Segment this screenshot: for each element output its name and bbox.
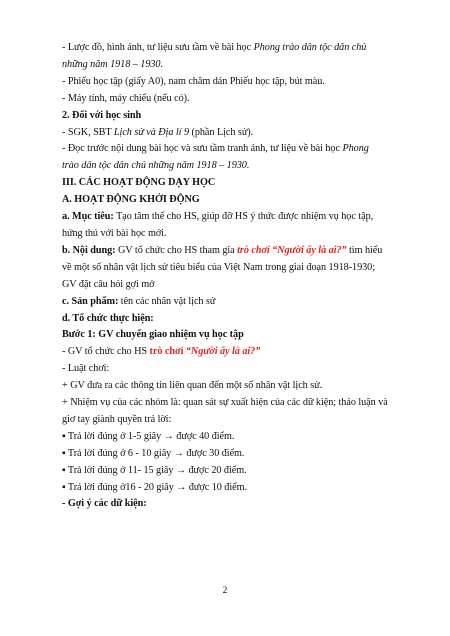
text-run: trò chơi “Người ấy là ai?”: [237, 244, 347, 256]
text-run: - Phiếu học tập (giấy A0), nam châm dán Phiếu học tập, bút màu.: [62, 75, 325, 87]
text-line: [62, 226, 408, 243]
text-run: Phong: [342, 143, 369, 155]
text-run: ▪ Trả lời đúng ở 1-5 giây → được 40 điểm.: [62, 430, 235, 442]
text-line: [62, 277, 408, 294]
text-run: b. Nội dung:: [62, 244, 116, 256]
text-run: A. HOẠT ĐỘNG KHỞI ĐỘNG: [62, 194, 200, 206]
text-run: những năm 1918 – 1930.: [62, 58, 163, 70]
text-line: [62, 192, 408, 209]
text-run: d. Tổ chức thực hiện:: [62, 312, 154, 324]
text-line: [62, 209, 408, 226]
text-line: [62, 412, 408, 429]
text-run: Bước 1: GV chuyển giao nhiệm vụ học tập: [62, 329, 244, 341]
text-run: về một số nhân vật lịch sử tiêu biểu của Việt Nam trong giai đoạn 1918-1930;: [62, 261, 375, 273]
text-run: - Đọc trước nội dung bài học và sưu tầm tranh ảnh, tư liệu về bài học: [62, 143, 343, 155]
text-line: [62, 344, 408, 361]
text-run: + GV đưa ra các thông tin liên quan đến một số nhân vật lịch sử.: [62, 380, 323, 392]
text-run: - Máy tính, máy chiếu (nếu có).: [62, 92, 190, 104]
text-run: ▪ Trả lời đúng ở 11- 15 giây → được 20 điểm.: [62, 464, 247, 476]
text-line: [62, 463, 408, 480]
text-line: [62, 395, 408, 412]
text-run: giơ tay giành quyền trả lời:: [62, 413, 172, 425]
text-line: [62, 125, 408, 142]
text-line: [62, 175, 408, 192]
text-run: ▪ Trả lời đúng ở16 - 20 giây → được 10 điểm.: [62, 481, 247, 493]
text-run: - SGK, SBT: [62, 126, 114, 138]
text-run: tìm hiểu: [346, 244, 383, 256]
text-run: + Nhiệm vụ của các nhóm là: quan sát sự xuất hiện của các dữ kiện; thảo luận và: [62, 397, 388, 409]
text-line: [62, 311, 408, 328]
text-line: [62, 74, 408, 91]
text-line: [62, 57, 408, 74]
text-run: 2. Đối với học sinh: [62, 109, 142, 121]
text-line: [62, 361, 408, 378]
page-number: 2: [222, 586, 228, 596]
text-run: (phần Lịch sử).: [189, 126, 254, 138]
text-line: [62, 141, 408, 158]
text-line: [62, 260, 408, 277]
text-line: [62, 243, 408, 260]
text-run: ▪ Trả lời đúng ở 6 - 10 giây → được 30 điểm.: [62, 447, 245, 459]
text-line: [62, 158, 408, 175]
text-run: a. Mục tiêu:: [62, 211, 114, 223]
text-run: “Người ấy là ai?”: [185, 346, 261, 358]
text-run: - Luật chơi:: [62, 363, 110, 375]
text-run: trào dân tộc dân chủ những năm 1918 – 1930.: [62, 160, 250, 172]
text-line: [62, 108, 408, 125]
text-run: Tạo tâm thế cho HS, giúp đỡ HS ý thức được nhiệm vụ học tập,: [113, 211, 374, 223]
text-line: [62, 480, 408, 497]
text-line: [62, 294, 408, 311]
text-run: - Lược đồ, hình ảnh, tư liệu sưu tầm về bài học: [62, 42, 254, 53]
text-run: trò chơi: [149, 346, 184, 358]
text-line: [62, 327, 408, 344]
text-run: III. CÁC HOẠT ĐỘNG DẠY HỌC: [62, 177, 216, 189]
text-line: [62, 378, 408, 395]
text-line: [62, 91, 408, 108]
text-line: [62, 40, 408, 57]
text-run: - Gợi ý các dữ kiện:: [62, 498, 147, 510]
text-run: GV tổ chức cho HS tham gia: [115, 244, 238, 256]
text-line: [62, 429, 408, 446]
text-run: Phong trào dân tộc dân chủ: [253, 42, 367, 53]
text-run: hứng thú với bài học mới.: [62, 227, 167, 239]
page-content: [62, 40, 408, 513]
text-line: [62, 446, 408, 463]
text-run: Lịch sử và Địa lí 9: [113, 126, 189, 138]
text-line: [62, 496, 408, 513]
text-run: - GV tổ chức cho HS: [62, 346, 150, 358]
text-run: GV đặt câu hỏi gợi mở: [62, 278, 155, 290]
text-run: tên các nhân vật lịch sử: [118, 295, 216, 307]
text-run: c. Sản phẩm:: [62, 295, 119, 307]
